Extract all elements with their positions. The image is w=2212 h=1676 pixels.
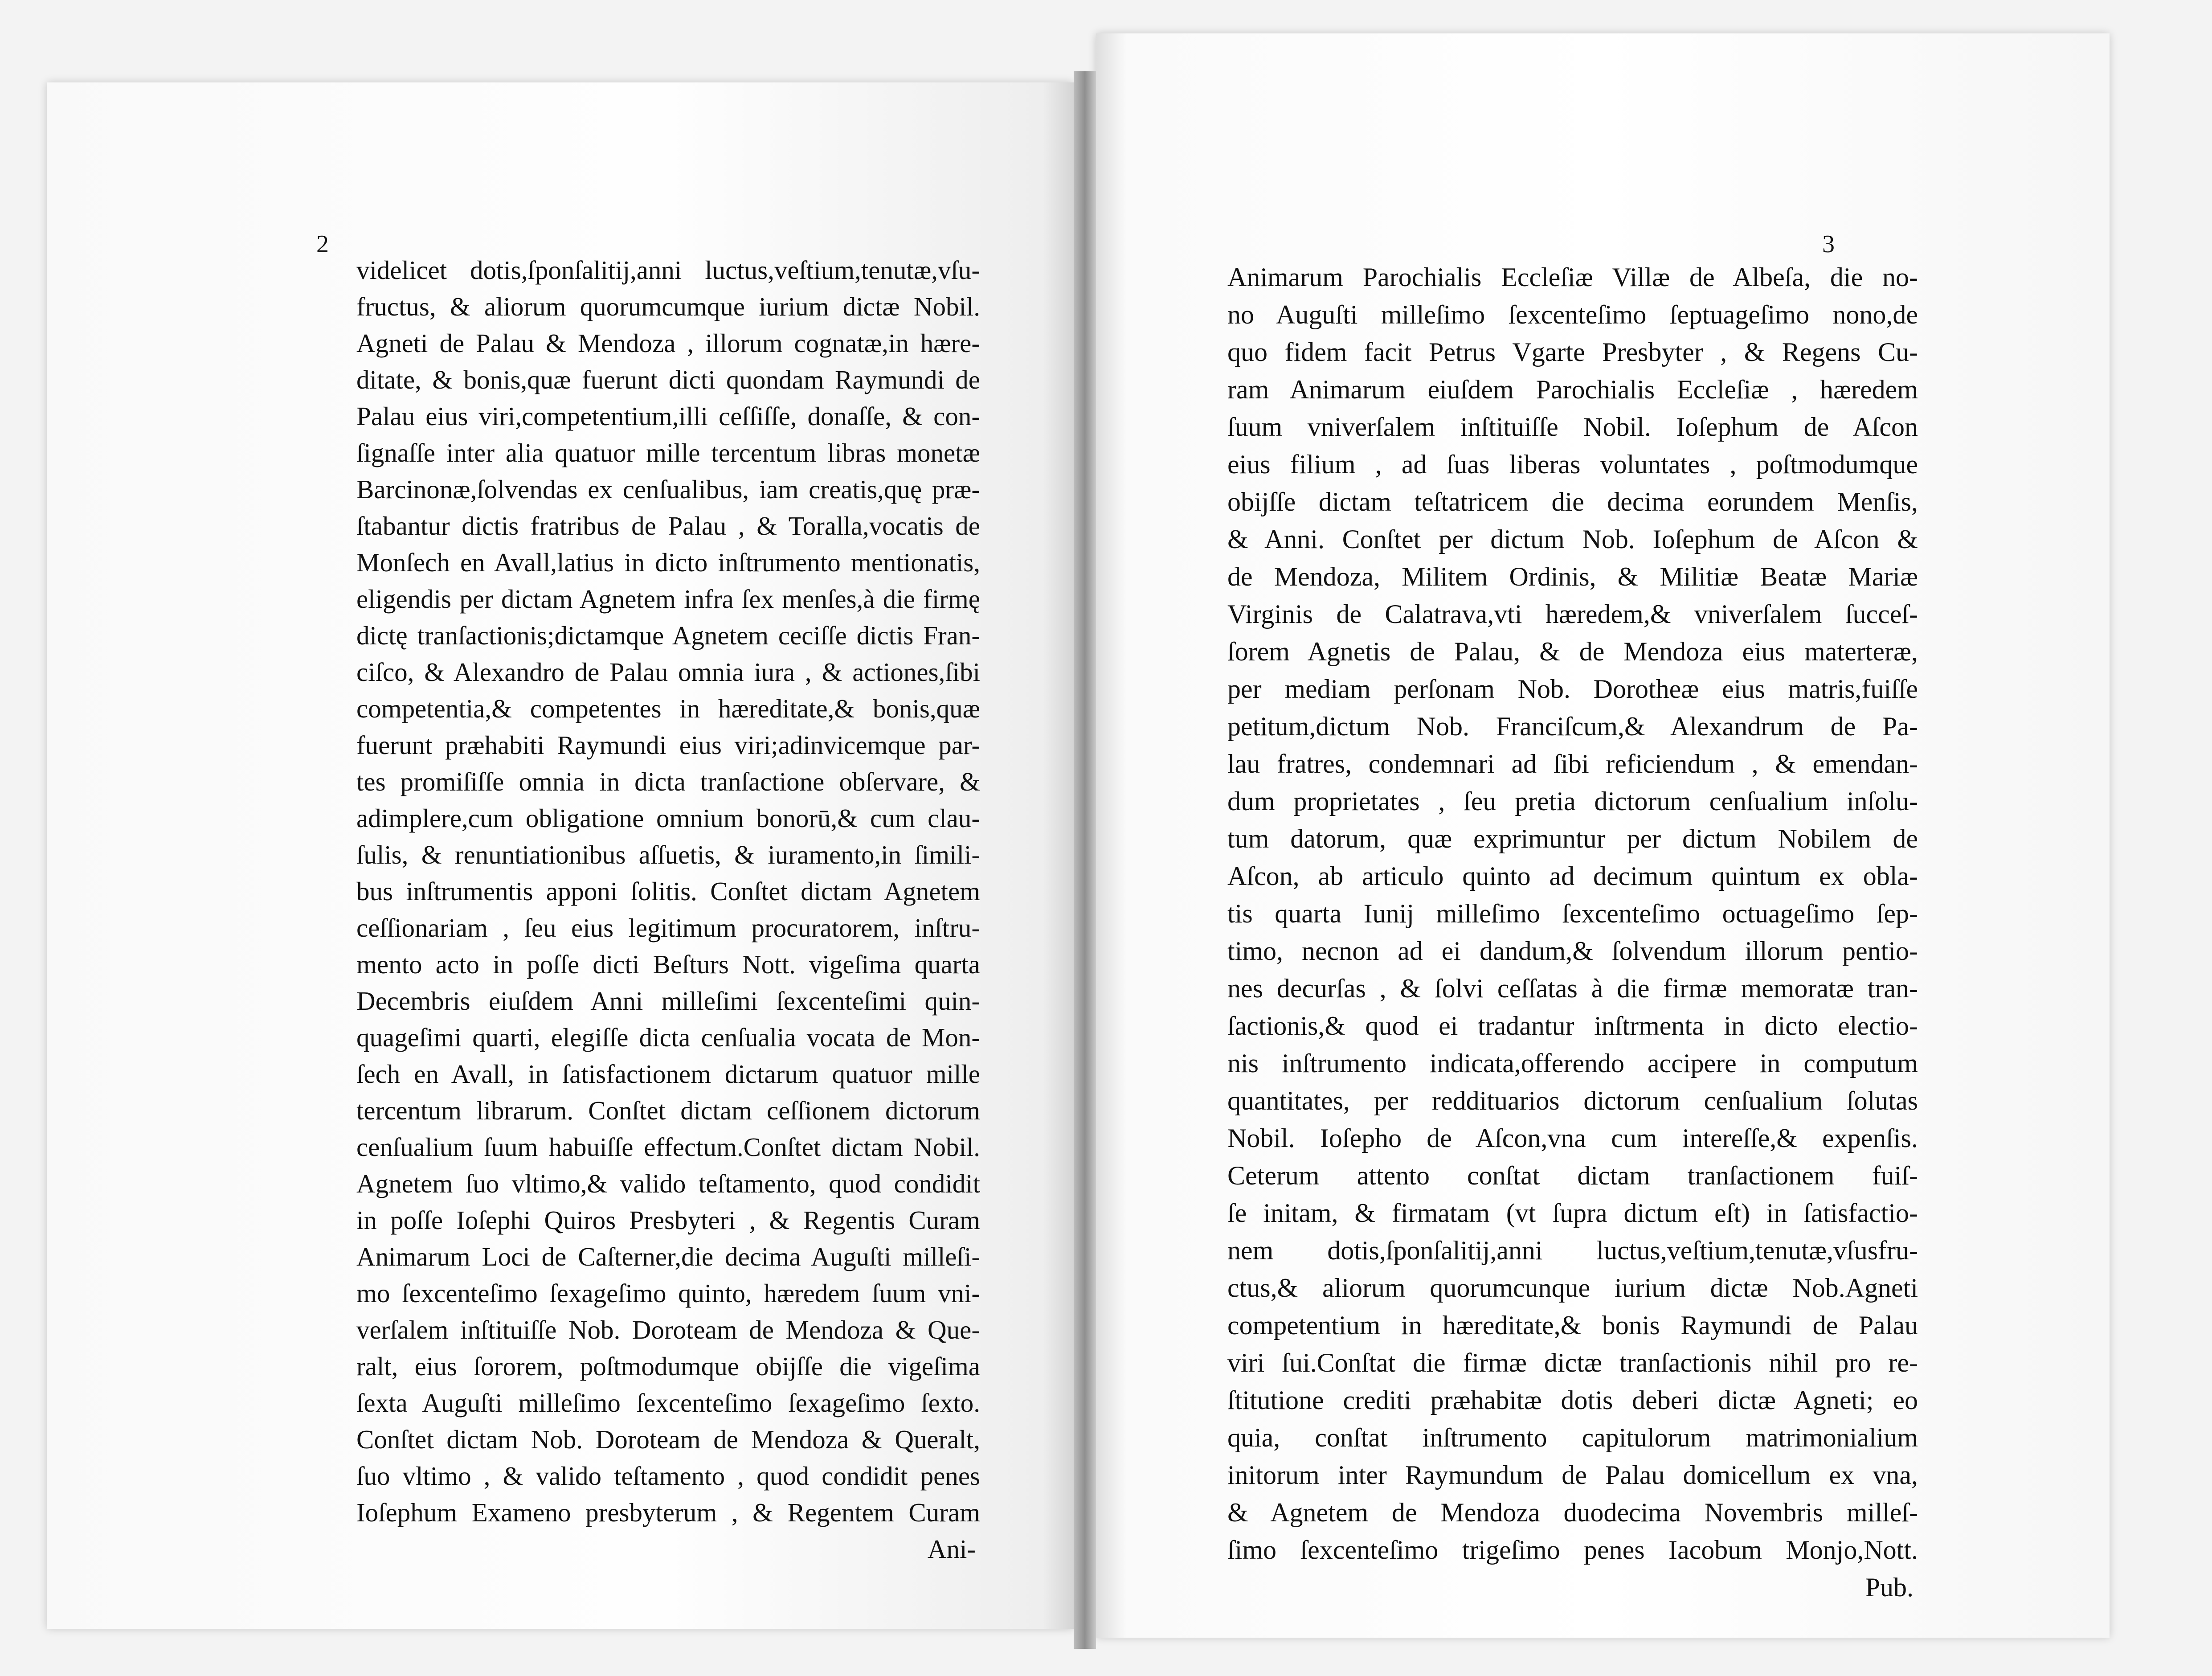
text-line: ſorem Agnetis de Palau, & de Mendoza eius materteræ, — [1227, 637, 1918, 666]
text-line: verſalem inſtituiſſe Nob. Doroteam de Mendoza & Que- — [356, 1315, 980, 1344]
right-page-text — [1227, 258, 1918, 1606]
text-line: adimplere,cum obligatione omnium bonorū,& cum clau- — [356, 803, 980, 833]
text-line: ſulis, & renuntiationibus aſſuetis, & iuramento,in ſimili- — [356, 840, 980, 869]
text-line: Monſech en Avall,latius in dicto inſtrumento mentionatis, — [356, 548, 980, 577]
text-line: ſuum vniverſalem inſtituiſſe Nobil. Ioſephum de Aſcon — [1227, 412, 1918, 442]
left-page-number: 2 — [316, 230, 329, 258]
text-line: competentia,& competentes in hæreditate,& bonis,quæ — [356, 694, 980, 723]
text-line: quia, conſtat inſtrumento capitulorum matrimonialium — [1227, 1423, 1918, 1452]
text-line: Palau eius viri,competentium,illi ceſſiſſe, donaſſe, & con- — [356, 402, 980, 431]
text-line: quageſimi quarti, elegiſſe dicta cenſualia vocata de Mon- — [356, 1023, 980, 1052]
text-line: tes promiſiſſe omnia in dicta tranſactione obſervare, & — [356, 767, 980, 796]
text-line: quo fidem facit Petrus Vgarte Presbyter , & Regens Cu- — [1227, 337, 1918, 367]
text-line: Aſcon, ab articulo quinto ad decimum quintum ex obla- — [1227, 861, 1918, 891]
text-line: ceſſionariam , ſeu eius legitimum procuratorem, inſtru- — [356, 913, 980, 942]
text-line: nem dotis,ſponſalitij,anni luctus,veſtium,tenutæ,vſusfru- — [1227, 1236, 1918, 1265]
text-line: viri ſui.Conſtat die firmæ dictæ tranſactionis nihil pro re- — [1227, 1348, 1918, 1377]
text-line: ſe initam, & firmatam (vt ſupra dictum eſt) in ſatisfactio- — [1227, 1198, 1918, 1228]
text-line: tum datorum, quæ exprimuntur per dictum Nobilem de — [1227, 824, 1918, 853]
text-line: ſactionis,& quod ei tradantur inſtrmenta in dicto electio- — [1227, 1011, 1918, 1041]
text-line: & Agnetem de Mendoza duodecima Novembris milleſ- — [1227, 1498, 1918, 1527]
text-line: Animarum Parochialis Eccleſiæ Villæ de Albeſa, die no- — [1227, 262, 1918, 292]
text-line: & Anni. Conſtet per dictum Nob. Ioſephum de Aſcon & — [1227, 525, 1918, 554]
text-line: ſexta Auguſti milleſimo ſexcenteſimo ſexageſimo ſexto. — [356, 1388, 980, 1418]
right-page-number: 3 — [1822, 230, 1835, 258]
text-line: cenſualium ſuum habuiſſe effectum.Conſtet dictam Nobil. — [356, 1132, 980, 1162]
text-line: tercentum librarum. Conſtet dictam ceſſionem dictorum — [356, 1096, 980, 1125]
text-line: tis quarta Iunij milleſimo ſexcenteſimo octuageſimo ſep- — [1227, 899, 1918, 928]
left-page-text — [356, 252, 980, 1567]
text-line: ſech en Avall, in ſatisfactionem dictarum quatuor mille — [356, 1059, 980, 1089]
text-line: mento acto in poſſe dicti Beſturs Nott. vigeſima quarta — [356, 950, 980, 979]
text-line: ciſco, & Alexandro de Palau omnia iura , & actiones,ſibi — [356, 657, 980, 687]
text-line: competentium in hæreditate,& bonis Raymundi de Palau — [1227, 1311, 1918, 1340]
left-catchword: Ani- — [927, 1534, 976, 1564]
right-catchword: Pub. — [1865, 1573, 1914, 1602]
text-line: Agneti de Palau & Mendoza , illorum cognatæ,in hære- — [356, 328, 980, 358]
text-line: Animarum Loci de Caſterner,die decima Auguſti milleſi- — [356, 1242, 980, 1271]
text-line: in poſſe Ioſephi Quiros Presbyteri , & Regentis Curam — [356, 1205, 980, 1235]
text-line: Ioſephum Exameno presbyterum , & Regentem Curam — [356, 1498, 980, 1527]
text-line: Nobil. Ioſepho de Aſcon,vna cum intereſſe,& expenſis. — [1227, 1123, 1918, 1153]
text-line: Barcinonæ,ſolvendas ex cenſualibus, iam creatis,quę præ- — [356, 475, 980, 504]
text-line: ctus,& aliorum quorumcunque iurium dictæ Nob.Agneti — [1227, 1273, 1918, 1303]
text-line: lau fratres, condemnari ad ſibi reficiendum , & emendan- — [1227, 749, 1918, 779]
text-line: quantitates, per reddituarios dictorum cenſualium ſolutas — [1227, 1086, 1918, 1115]
text-line: Agnetem ſuo vltimo,& valido teſtamento, quod condidit — [356, 1169, 980, 1198]
text-line: ſtabantur dictis fratribus de Palau , & Toralla,vocatis de — [356, 511, 980, 541]
text-line: fructus, & aliorum quorumcumque iurium dictæ Nobil. — [356, 292, 980, 321]
text-line: videlicet dotis,ſponſalitij,anni luctus,veſtium,tenutæ,vſu- — [356, 255, 980, 285]
text-line: per mediam perſonam Nob. Dorotheæ eius matris,fuiſſe — [1227, 674, 1918, 704]
text-line: nis inſtrumento indicata,offerendo accipere in computum — [1227, 1049, 1918, 1078]
text-line: ſuo vltimo , & valido teſtamento , quod condidit penes — [356, 1461, 980, 1491]
text-line: mo ſexcenteſimo ſexageſimo quinto, hæredem ſuum vni- — [356, 1279, 980, 1308]
text-line: eligendis per dictam Agnetem infra ſex menſes,à die firmę — [356, 584, 980, 614]
text-line: ſimo ſexcenteſimo trigeſimo penes Iacobum Monjo,Nott. — [1227, 1535, 1918, 1565]
text-line: Decembris eiuſdem Anni milleſimi ſexcenteſimi quin- — [356, 986, 980, 1016]
text-line: eius filium , ad ſuas liberas voluntates , poſtmodumque — [1227, 450, 1918, 479]
text-line: petitum,dictum Nob. Franciſcum,& Alexandrum de Pa- — [1227, 712, 1918, 741]
text-line: Ceterum attento conſtat dictam tranſactionem fuiſ- — [1227, 1161, 1918, 1190]
book-gutter — [1074, 71, 1096, 1649]
text-line: ſignaſſe inter alia quatuor mille tercentum libras monetæ — [356, 438, 980, 467]
text-line: de Mendoza, Militem Ordinis, & Militiæ Beatæ Mariæ — [1227, 562, 1918, 591]
text-line: Conſtet dictam Nob. Doroteam de Mendoza & Queralt, — [356, 1425, 980, 1454]
text-line: ditate, & bonis,quæ fuerunt dicti quondam Raymundi de — [356, 365, 980, 394]
text-line: no Auguſti milleſimo ſexcenteſimo ſeptuageſimo nono,de — [1227, 300, 1918, 329]
text-line: fuerunt præhabiti Raymundi eius viri;adinvicemque par- — [356, 730, 980, 760]
text-line: ram Animarum eiuſdem Parochialis Eccleſiæ , hæredem — [1227, 375, 1918, 404]
text-line: dictę tranſactionis;dictamque Agnetem ceciſſe dictis Fran- — [356, 621, 980, 650]
text-line: timo, necnon ad ei dandum,& ſolvendum illorum pentio- — [1227, 936, 1918, 966]
text-line: ſtitutione crediti præhabitæ dotis deberi dictæ Agneti; eo — [1227, 1385, 1918, 1415]
text-line: ralt, eius ſororem, poſtmodumque obijſſe die vigeſima — [356, 1352, 980, 1381]
text-line: dum proprietates , ſeu pretia dictorum cenſualium inſolu- — [1227, 787, 1918, 816]
text-line: bus inſtrumentis apponi ſolitis. Conſtet dictam Agnetem — [356, 877, 980, 906]
text-line: Virginis de Calatrava,vti hæredem,& vniverſalem ſucceſ- — [1227, 599, 1918, 629]
text-line: nes decurſas , & ſolvi ceſſatas à die firmæ memoratæ tran- — [1227, 974, 1918, 1003]
text-line: initorum inter Raymundum de Palau domicellum ex vna, — [1227, 1460, 1918, 1490]
text-line: obijſſe dictam teſtatricem die decima eorundem Menſis, — [1227, 487, 1918, 516]
